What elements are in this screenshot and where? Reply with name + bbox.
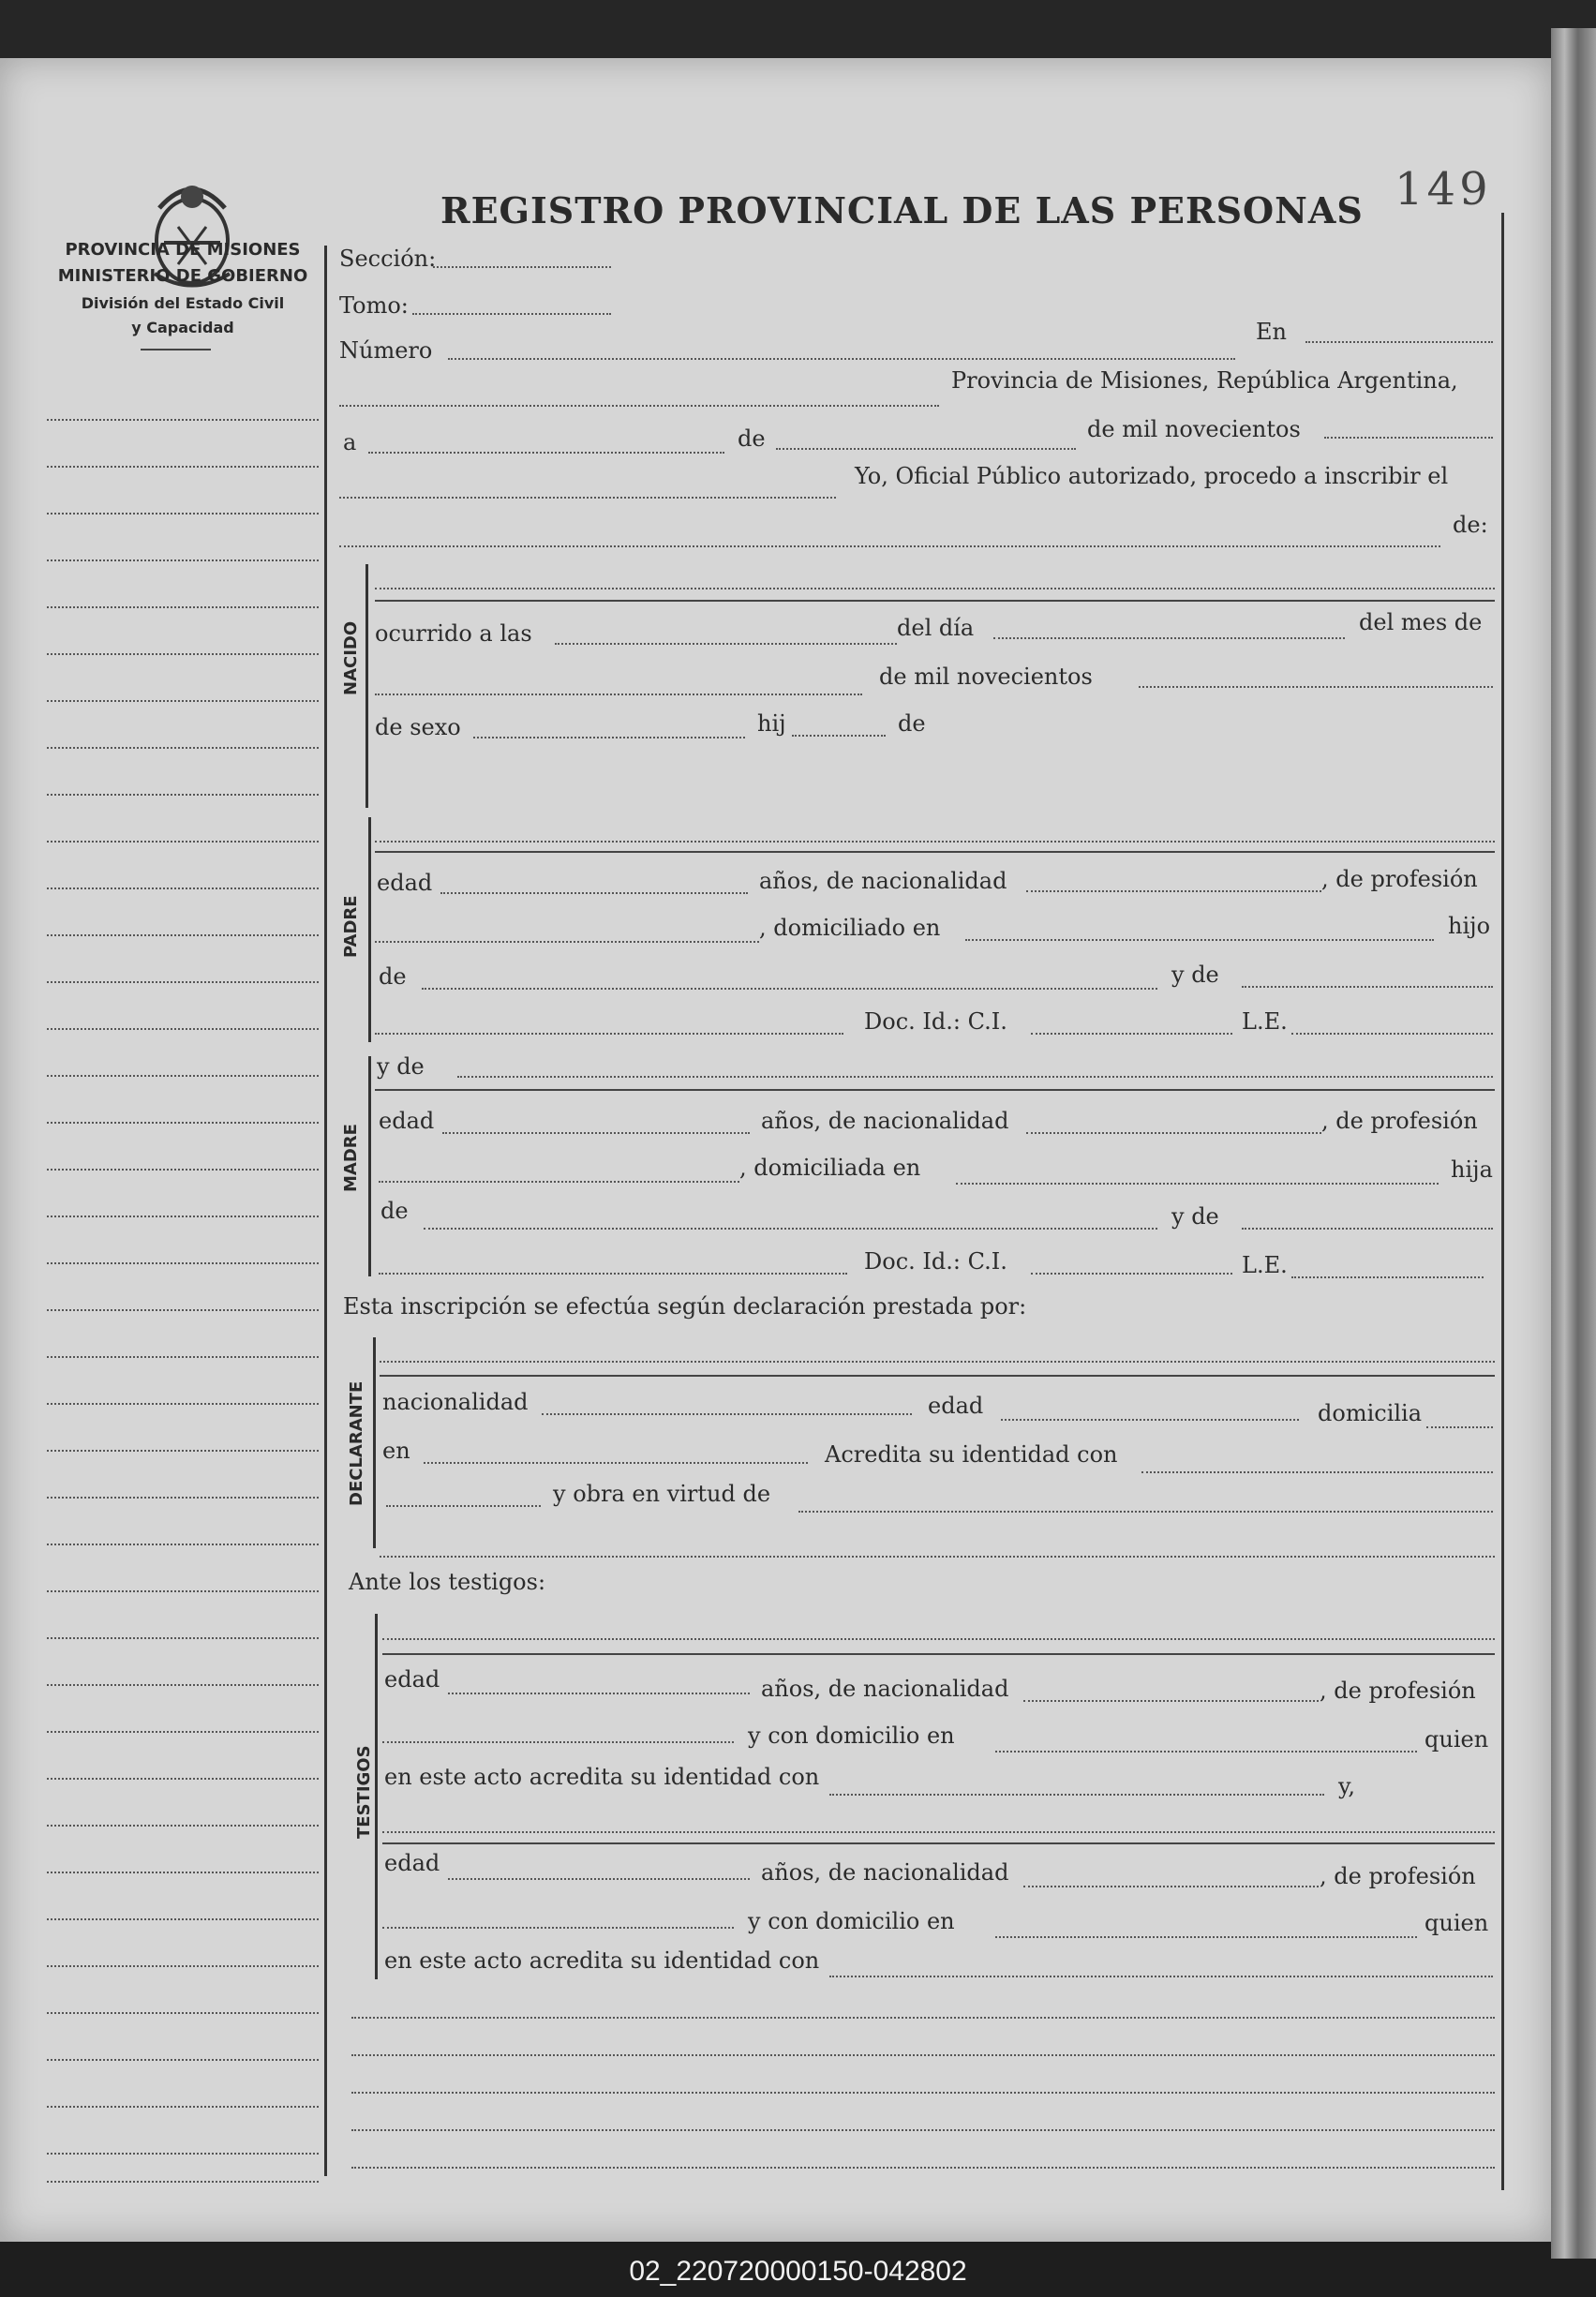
mes-field[interactable] (776, 448, 1076, 450)
padre-edad-field[interactable] (440, 892, 748, 894)
padre-profesion-field[interactable] (375, 941, 759, 943)
yo-oficial-text: Yo, Oficial Público autorizado, procedo a inscribir el (855, 463, 1449, 489)
madre-nacionalidad-field[interactable] (1026, 1132, 1321, 1134)
inscribe-field[interactable] (339, 545, 1440, 547)
declarante-acredita-label: Acredita su identidad con (825, 1441, 1118, 1468)
de-sexo-label: de sexo (375, 714, 461, 740)
testigos-label: TESTIGOS (354, 1745, 374, 1839)
place-field[interactable] (339, 405, 939, 407)
margin-line (47, 2012, 319, 2014)
nacido-name-field[interactable] (375, 588, 1495, 589)
de-mil-novecientos-label: de mil novecientos (1087, 416, 1301, 442)
declarante-edad-field[interactable] (1001, 1419, 1299, 1421)
madre-abuelo-field[interactable] (424, 1228, 1157, 1230)
en-label: En (1256, 319, 1287, 345)
hij-label: hij (757, 710, 786, 737)
scan-caption: 02_220720000150-042802 (629, 2256, 967, 2287)
padre-nacionalidad-label: años, de nacionalidad (759, 868, 1007, 894)
margin-line (47, 1403, 319, 1405)
numero-field[interactable] (448, 358, 1235, 360)
margin-line (47, 1731, 319, 1733)
hora-field[interactable] (555, 643, 897, 645)
margin-line (47, 1872, 319, 1873)
margin-line (47, 1075, 319, 1077)
testigo1-profesion-label: , de profesión (1320, 1678, 1476, 1704)
margin-line (47, 1262, 319, 1264)
register-page (0, 58, 1551, 2242)
testigo2-nacionalidad-field[interactable] (1023, 1886, 1319, 1887)
testigo2-domicilio-label: y con domicilio en (748, 1908, 955, 1934)
tomo-label: Tomo: (339, 292, 409, 319)
margin-line (47, 2153, 319, 2155)
margin-line (47, 419, 319, 421)
margin-line (47, 1965, 319, 1967)
declarante-domicilia-label: domicilia (1318, 1400, 1423, 1426)
testigo1-identidad-field[interactable] (829, 1794, 1324, 1796)
madre-le-label: L.E. (1242, 1252, 1288, 1278)
sexo-field[interactable] (473, 737, 745, 738)
declarante-nacionalidad-field[interactable] (542, 1413, 912, 1415)
notes-line[interactable] (351, 2054, 1495, 2056)
padre-domiciliado-label: , domiciliado en (759, 915, 941, 941)
margin-line (47, 1450, 319, 1452)
seccion-field[interactable] (433, 266, 611, 268)
margin-line (47, 1684, 319, 1686)
del-dia-label: del día (897, 615, 975, 641)
numero-label: Número (339, 337, 433, 364)
main-left-border (324, 246, 327, 2176)
declarante-section-border (373, 1337, 376, 1548)
padre-le-field[interactable] (1291, 1033, 1493, 1035)
madre-label: MADRE (341, 1124, 361, 1192)
provincia-text: Provincia de Misiones, República Argentina, (951, 367, 1458, 394)
de-label: de (738, 425, 766, 452)
testigo1-edad-field[interactable] (448, 1693, 750, 1694)
margin-line (47, 1544, 319, 1545)
nacido-mes-field[interactable] (375, 694, 862, 695)
declarante-rule (380, 1375, 1495, 1377)
margin-line (47, 934, 319, 936)
margin-line (47, 1918, 319, 1920)
testigo2-edad-field[interactable] (448, 1878, 750, 1880)
testigo2-profesion-label: , de profesión (1320, 1863, 1476, 1889)
padre-abuela-field[interactable] (1242, 986, 1493, 988)
declaracion-intro: Esta inscripción se efectúa según declaración prestada por: (343, 1293, 1027, 1320)
notes-line[interactable] (351, 2092, 1495, 2094)
testigo1-quien-label: quien (1424, 1726, 1489, 1753)
padre-de-label: de (379, 963, 407, 990)
padre-label: PADRE (341, 895, 361, 958)
testigo2-name-field[interactable] (382, 1831, 1495, 1833)
padre-name-field[interactable] (375, 841, 1495, 843)
seccion-label: Sección: (339, 246, 437, 272)
testigo1-edad-label: edad (384, 1666, 440, 1693)
madre-extra-field[interactable] (379, 1273, 847, 1275)
declarante-virtud-field[interactable] (798, 1511, 1493, 1513)
margin-line (47, 747, 319, 749)
madre-le-field[interactable] (1291, 1276, 1484, 1278)
declarante-domicilio-field[interactable] (424, 1462, 808, 1464)
office-line-1: PROVINCIA DE MISIONES (65, 240, 301, 260)
margin-line (47, 1778, 319, 1780)
nacido-section-border (365, 564, 368, 808)
margin-line (47, 466, 319, 468)
margin-line (47, 887, 319, 889)
margin-line (47, 606, 319, 608)
testigo2-rule (382, 1842, 1495, 1844)
madre-hija-label: hija (1451, 1156, 1493, 1183)
ocurrido-label: ocurrido a las (375, 620, 532, 647)
testigo1-rule (382, 1653, 1495, 1655)
margin-line (47, 1356, 319, 1358)
padre-section-border (368, 817, 371, 1042)
office-line-2: MINISTERIO DE GOBIERNO (57, 266, 308, 286)
testigo2-quien-label: quien (1424, 1910, 1489, 1936)
padre-y-de-label: y de (1171, 962, 1219, 988)
pre-yo-field[interactable] (339, 497, 836, 499)
madre-edad-label: edad (379, 1108, 435, 1134)
testigo1-name-field[interactable] (382, 1638, 1495, 1640)
nacido-anio-field[interactable] (1139, 686, 1493, 688)
madre-ci-field[interactable] (1031, 1273, 1232, 1275)
padre-hijo-label: hijo (1448, 913, 1491, 939)
padre-abuelo-field[interactable] (422, 988, 1157, 990)
padre-rule (375, 851, 1495, 853)
testigo2-nacionalidad-label: años, de nacionalidad (761, 1859, 1009, 1886)
margin-line (47, 1637, 319, 1639)
padre-profesion-label: , de profesión (1321, 866, 1478, 892)
del-mes-de-label: del mes de (1359, 609, 1483, 635)
margin-line (47, 1825, 319, 1827)
padre-ci-field[interactable] (1031, 1033, 1232, 1035)
testigos-intro: Ante los testigos: (349, 1569, 546, 1595)
notes-line[interactable] (351, 2129, 1495, 2131)
nacido-label: NACIDO (341, 620, 361, 695)
nacido-rule (375, 600, 1495, 602)
madre-domicilio-field[interactable] (956, 1183, 1439, 1185)
madre-name-field[interactable] (457, 1076, 1493, 1078)
margin-line (47, 1122, 319, 1124)
madre-nacionalidad-label: años, de nacionalidad (761, 1108, 1009, 1134)
margin-line (47, 1216, 319, 1217)
padre-doc-label: Doc. Id.: C.I. (864, 1008, 1007, 1035)
madre-y-de-label: y de (377, 1053, 425, 1080)
nacido-dia-field[interactable] (993, 637, 1345, 639)
testigo1-acredita-label: en este acto acredita su identidad con (384, 1764, 820, 1790)
declarante-obra-label: y obra en virtud de (553, 1481, 771, 1507)
madre-de-label: de (380, 1198, 409, 1224)
testigo2-acredita-label: en este acto acredita su identidad con (384, 1947, 820, 1974)
margin-line (47, 2106, 319, 2108)
testigo1-nacionalidad-field[interactable] (1023, 1700, 1319, 1702)
anio-field[interactable] (1324, 437, 1493, 439)
margin-line (47, 653, 319, 655)
padre-le-label: L.E. (1242, 1008, 1288, 1035)
padre-edad-label: edad (377, 870, 433, 896)
testigo2-domicilio-field[interactable] (995, 1936, 1417, 1938)
madre-abuela-field[interactable] (1242, 1228, 1493, 1230)
declarante-nacionalidad-label: nacionalidad (382, 1389, 529, 1415)
folio-number: 149 (1395, 163, 1492, 216)
declarante-edad-label: edad (928, 1393, 984, 1419)
margin-line (47, 841, 319, 843)
madre-section-border (368, 1056, 371, 1276)
testigo2-identidad-field[interactable] (829, 1976, 1493, 1977)
declarante-identidad-field[interactable] (1141, 1471, 1493, 1473)
madre-doc-label: Doc. Id.: C.I. (864, 1248, 1007, 1275)
margin-line (47, 1169, 319, 1171)
testigo1-nacionalidad-label: años, de nacionalidad (761, 1676, 1009, 1702)
nacido-de-mil-label: de mil novecientos (879, 664, 1093, 690)
declarante-extra-field[interactable] (380, 1556, 1495, 1558)
padre-extra-field[interactable] (375, 1033, 843, 1035)
notes-line[interactable] (351, 2167, 1495, 2169)
madre-profesion-label: , de profesión (1321, 1108, 1478, 1134)
margin-line (47, 513, 319, 515)
testigos-section-border (375, 1614, 378, 1979)
declarante-domicilia-field[interactable] (1426, 1426, 1493, 1428)
margin-line (47, 1497, 319, 1499)
notes-line[interactable] (351, 2017, 1495, 2019)
tomo-field[interactable] (412, 313, 611, 315)
declarante-doc-field[interactable] (386, 1505, 541, 1507)
padre-nacionalidad-field[interactable] (1026, 890, 1321, 892)
madre-rule (375, 1089, 1495, 1091)
en-field[interactable] (1305, 341, 1493, 343)
testigo2-edad-label: edad (384, 1850, 440, 1876)
margin-line (47, 1590, 319, 1592)
dia-field[interactable] (368, 452, 724, 454)
madre-y-de-label-2: y de (1171, 1203, 1219, 1230)
padre-domicilio-field[interactable] (965, 939, 1434, 941)
office-line-3: División del Estado Civil (81, 294, 285, 312)
margin-line (47, 981, 319, 983)
margin-line (47, 559, 319, 561)
madre-profesion-field[interactable] (379, 1181, 739, 1183)
testigo1-domicilio-label: y con domicilio en (748, 1723, 955, 1749)
testigo1-domicilio-field[interactable] (995, 1751, 1417, 1753)
margin-line (47, 1028, 319, 1030)
book-page-edge (1551, 28, 1596, 2259)
de-colon-label: de: (1453, 512, 1488, 538)
declarante-label: DECLARANTE (347, 1380, 366, 1506)
main-right-border (1501, 213, 1504, 2190)
margin-line (47, 794, 319, 796)
nacido-de-label: de (898, 710, 926, 737)
madre-edad-field[interactable] (442, 1132, 750, 1134)
testigo1-y-label: y, (1338, 1773, 1355, 1799)
testigo2-profesion-field[interactable] (382, 1927, 734, 1929)
office-underline (141, 349, 211, 351)
margin-line (47, 700, 319, 702)
margin-line (47, 2059, 319, 2061)
declarante-en-label: en (382, 1438, 410, 1464)
a-label: a (343, 429, 357, 455)
madre-domiciliada-label: , domiciliada en (739, 1155, 921, 1181)
margin-line (47, 1309, 319, 1311)
margin-line (47, 2181, 319, 2183)
testigo1-profesion-field[interactable] (382, 1741, 734, 1743)
office-line-4: y Capacidad (131, 319, 234, 336)
hij-suffix-field[interactable] (792, 735, 886, 737)
scanner-top-border (0, 0, 1596, 58)
declarante-name-field[interactable] (380, 1361, 1495, 1363)
page-title: REGISTRO PROVINCIAL DE LAS PERSONAS (440, 189, 1364, 231)
